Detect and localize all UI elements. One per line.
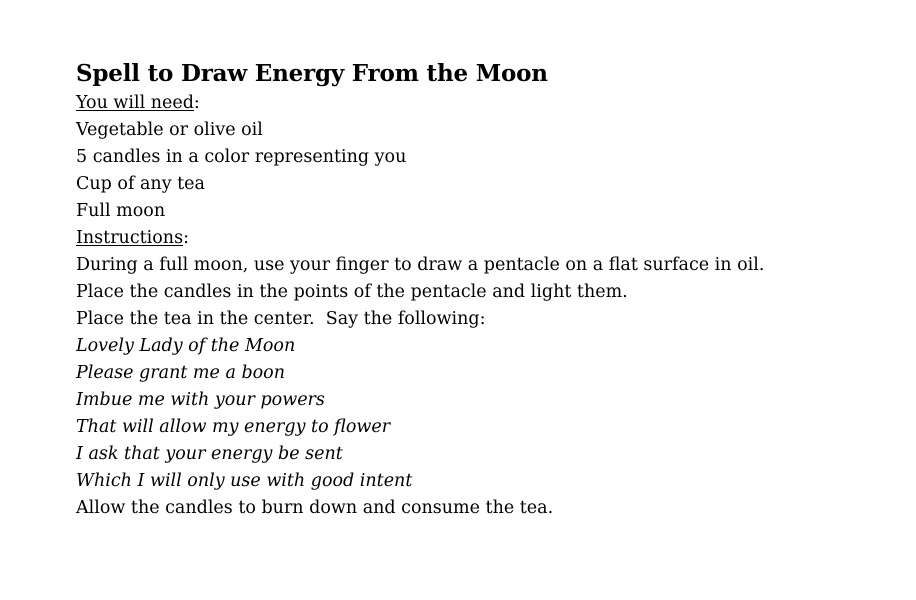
page-title: Spell to Draw Energy From the Moon bbox=[76, 60, 548, 87]
document-body bbox=[76, 58, 896, 522]
needs-heading: You will need bbox=[76, 93, 194, 113]
ingredient-item: Full moon bbox=[76, 201, 166, 221]
chant-line: That will allow my energy to flower bbox=[76, 417, 391, 437]
closing-step: Allow the candles to burn down and consume the tea. bbox=[76, 498, 554, 518]
instruction-step: Place the candles in the points of the pentacle and light them. bbox=[76, 282, 628, 302]
needs-heading-colon: : bbox=[193, 93, 200, 113]
chant-line: I ask that your energy be sent bbox=[76, 444, 343, 464]
chant-line: Imbue me with your powers bbox=[76, 390, 325, 410]
instruction-step: During a full moon, use your finger to draw a pentacle on a flat surface in oil. bbox=[76, 255, 765, 275]
instruction-step: Place the tea in the center. Say the following: bbox=[76, 309, 486, 329]
needs-heading-line bbox=[76, 90, 896, 117]
ingredient-item: Vegetable or olive oil bbox=[76, 120, 263, 140]
chant-line: Please grant me a boon bbox=[76, 363, 285, 383]
chant-line: Lovely Lady of the Moon bbox=[76, 336, 296, 356]
chant-line: Which I will only use with good intent bbox=[76, 471, 413, 491]
instructions-heading-colon: : bbox=[183, 228, 189, 248]
instructions-heading-line bbox=[76, 225, 896, 252]
instructions-heading: Instructions bbox=[76, 228, 184, 248]
ingredient-item: Cup of any tea bbox=[76, 174, 205, 194]
ingredient-item: 5 candles in a color representing you bbox=[76, 147, 407, 167]
